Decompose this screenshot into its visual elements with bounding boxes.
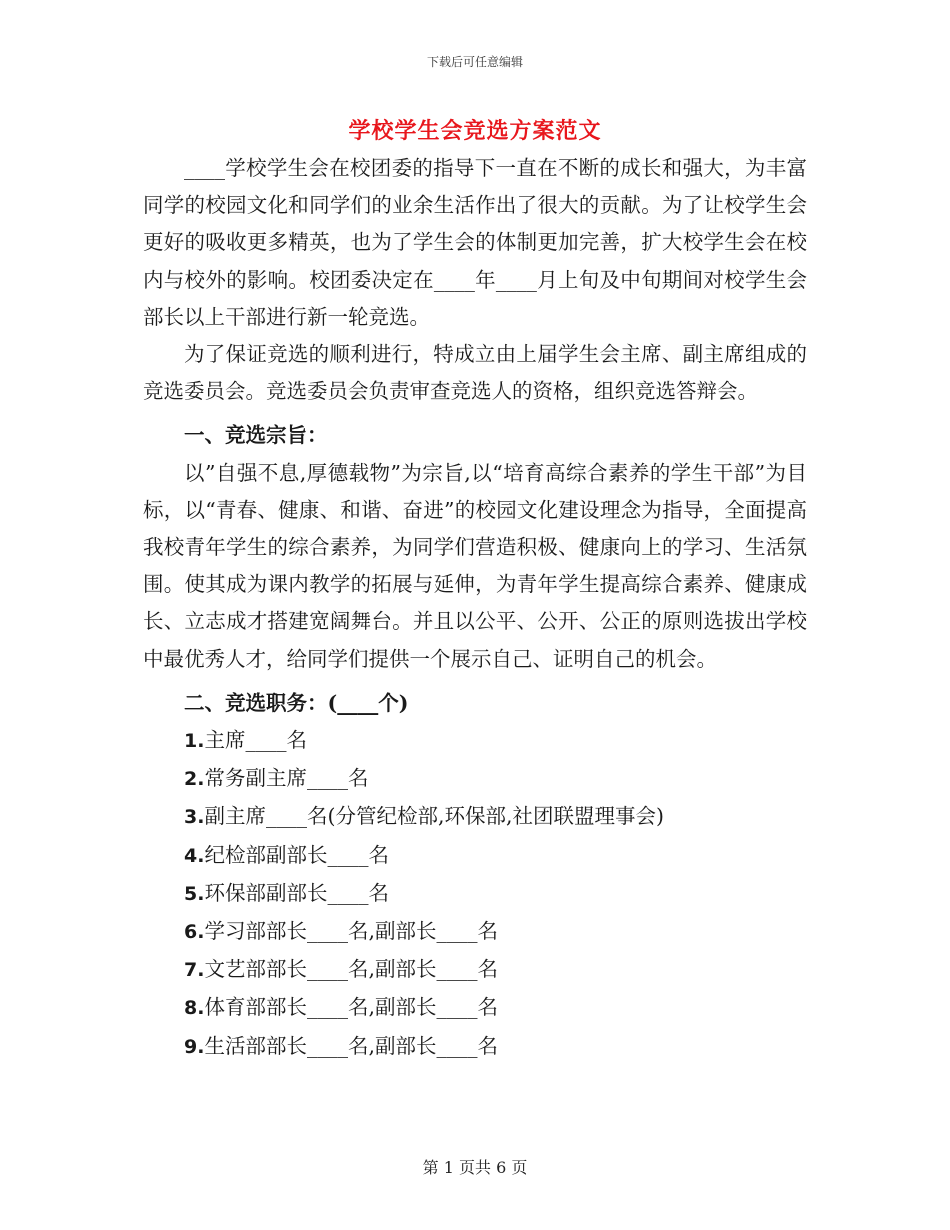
list-item-text: 生活部部长____名,副部长____名 bbox=[204, 1033, 498, 1058]
list-number: 1. bbox=[184, 730, 205, 753]
list-number: 8. bbox=[184, 997, 205, 1020]
list-item-text: 主席____名 bbox=[204, 728, 307, 753]
list-item-text: 学习部部长____名,副部长____名 bbox=[204, 919, 498, 944]
list-item-text: 体育部部长____名,副部长____名 bbox=[204, 995, 498, 1020]
purpose-paragraph: 以”自强不息,厚德载物”为宗旨,以“培育高综合素养的学生干部”为目标，以“青春、健康、和谐、奋进”的校园文化建设理念为指导，全面提高我校青年学生的综合素养，为同学们营造积极、健康向上的学习、生活氛围。使其成为课内教学的拓展与延伸，为青年学生提高综合素养、健康成长、立志成才搭建宽阔舞台。并且以公平、公开、公正的原则选拔出学校中最优秀人才，给同学们提供一个展示自己、证明自己的机会。 bbox=[143, 460, 807, 671]
list-item bbox=[143, 875, 807, 913]
list-item bbox=[143, 1028, 807, 1066]
list-item bbox=[143, 798, 807, 836]
list-item bbox=[143, 989, 807, 1027]
section-heading-positions: 二、竞选职务：(____个) bbox=[184, 690, 409, 715]
page-footer: 第 1 页共 6 页 bbox=[422, 1158, 528, 1177]
list-item bbox=[143, 951, 807, 989]
document-title: 学校学生会竞选方案范文 bbox=[348, 118, 602, 144]
list-number: 9. bbox=[184, 1035, 205, 1058]
document-body bbox=[143, 150, 807, 1066]
list-item-text: 副主席____名(分管纪检部,环保部,社团联盟理事会) bbox=[204, 804, 664, 829]
list-item-text: 环保部副部长____名 bbox=[204, 880, 389, 905]
list-number: 4. bbox=[184, 844, 205, 867]
list-number: 2. bbox=[184, 768, 205, 791]
section-heading-purpose: 一、竞选宗旨： bbox=[184, 423, 328, 448]
list-item-text: 常务副主席____名 bbox=[204, 766, 369, 791]
list-item bbox=[143, 722, 807, 760]
header-note: 下载后可任意编辑 bbox=[426, 55, 523, 69]
list-number: 5. bbox=[184, 882, 205, 905]
intro-paragraph: ____学校学生会在校团委的指导下一直在不断的成长和强大，为丰富同学的校园文化和同学们的业余生活作出了很大的贡献。为了让校学生会更好的吸收更多精英，也为了学生会的体制更加完善，扩大校学生会在校内与校外的影响。校团委决定在____年____月上旬及中旬期间对校学生会部长以上干部进行新一轮竞选。 bbox=[143, 156, 807, 329]
list-item-text: 文艺部部长____名,副部长____名 bbox=[204, 957, 498, 982]
list-number: 7. bbox=[184, 959, 205, 982]
list-item bbox=[143, 913, 807, 951]
list-number: 6. bbox=[184, 921, 205, 944]
list-item bbox=[143, 760, 807, 798]
list-number: 3. bbox=[184, 806, 205, 829]
list-item-text: 纪检部副部长____名 bbox=[204, 842, 389, 867]
list-item bbox=[143, 837, 807, 875]
committee-paragraph: 为了保证竞选的顺利进行，特成立由上届学生会主席、副主席组成的竞选委员会。竞选委员会负责审查竞选人的资格，组织竞选答辩会。 bbox=[143, 342, 807, 404]
